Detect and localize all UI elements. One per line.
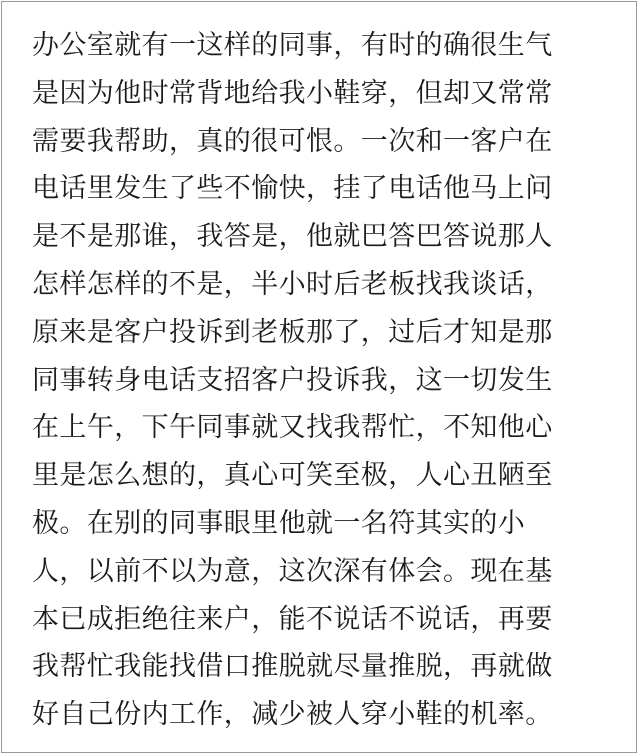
text-line: 原来是客户投诉到老板那了，过后才知是那 — [32, 316, 553, 348]
article-text — [32, 22, 622, 739]
text-line: 是不是那谁，我答是，他就巴答巴答说那人 — [32, 221, 553, 253]
text-line: 办公室就有一这样的同事，有时的确很生气 — [32, 30, 553, 61]
text-line: 我帮忙我能找借口推脱就尽量推脱，再就做 — [32, 651, 553, 683]
text-line: 极。在别的同事眼里他就一名符其实的小 — [32, 507, 526, 539]
text-line: 电话里发生了些不愉快，挂了电话他马上问 — [32, 173, 553, 205]
text-line: 在上午，下午同事就又找我帮忙，不知他心 — [32, 412, 553, 444]
text-line: 好自己份内工作，减少被人穿小鞋的机率。 — [32, 699, 553, 731]
text-line: 里是怎么想的，真心可笑至极，人心丑陋至 — [32, 460, 553, 492]
text-line: 怎样怎样的不是，半小时后老板找我谈话， — [32, 268, 553, 300]
text-line: 人，以前不以为意，这次深有体会。现在基 — [32, 555, 553, 587]
text-line: 本已成拒绝往来户，能不说话不说话，再要 — [32, 603, 553, 635]
text-line: 需要我帮助，真的很可恨。一次和一客户在 — [32, 125, 553, 157]
text-line: 是因为他时常背地给我小鞋穿，但却又常常 — [32, 77, 553, 109]
text-frame — [1, 1, 637, 753]
text-line: 同事转身电话支招客户投诉我，这一切发生 — [32, 364, 553, 396]
